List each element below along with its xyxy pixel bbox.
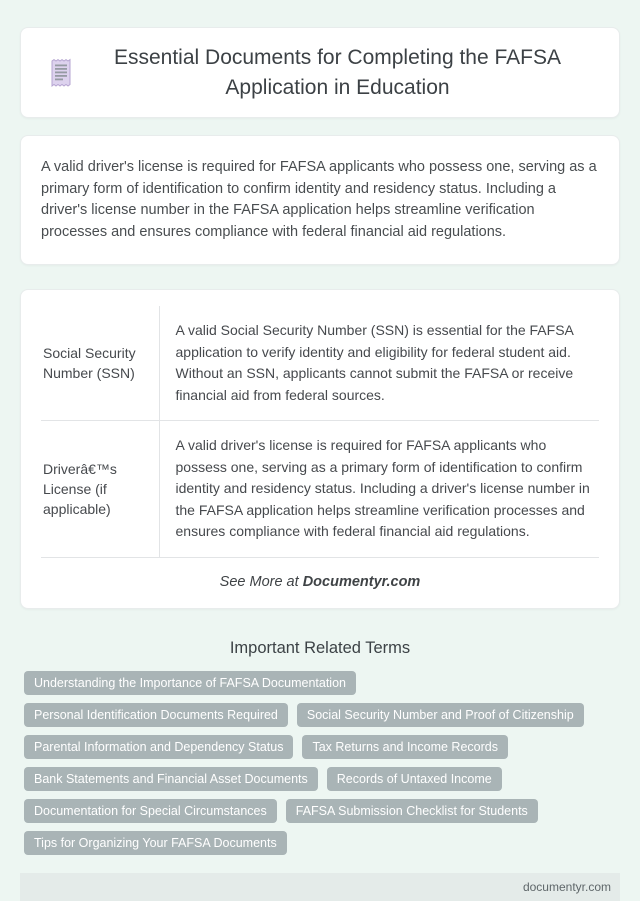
term-cell: Driverâ€™s License (if applicable)	[41, 421, 159, 558]
description-cell: A valid driver's license is required for FAFSA applicants who possess one, serving as a primary form of identification to confirm identity and residency status. Including a driver's license number in the FAFSA application helps streamline verification processes and ensures compliance with federal financial aid regulations.	[159, 421, 599, 558]
see-more-prefix: See More at	[219, 573, 299, 590]
see-more-line	[41, 574, 599, 590]
intro-paragraph: A valid driver's license is required for FAFSA applicants who possess one, serving as a primary form of identification to confirm identity and residency status. Including a driver's license number in the FAFSA application helps streamline verification processes and ensures compliance with federal financial aid regulations.	[41, 159, 597, 240]
footer-band	[20, 873, 620, 901]
related-term-tag[interactable]: Bank Statements and Financial Asset Documents	[24, 767, 318, 791]
related-term-tag[interactable]: Tips for Organizing Your FAFSA Documents	[24, 831, 287, 855]
table-row	[41, 306, 599, 421]
related-terms-heading: Important Related Terms	[229, 638, 411, 657]
receipt-icon	[48, 58, 74, 88]
related-term-tag[interactable]: FAFSA Submission Checklist for Students	[286, 799, 538, 823]
page	[0, 27, 640, 894]
related-term-tag[interactable]: Parental Information and Dependency Status	[24, 735, 293, 759]
description-cell: A valid Social Security Number (SSN) is essential for the FAFSA application to verify identity and eligibility for federal student aid. Without an SSN, applicants cannot submit the FAFSA or receive financial aid from federal sources.	[159, 306, 599, 421]
table-row	[41, 421, 599, 558]
related-term-tag[interactable]: Records of Untaxed Income	[327, 767, 502, 791]
related-term-tag[interactable]: Personal Identification Documents Required	[24, 703, 288, 727]
related-term-tag[interactable]: Understanding the Importance of FAFSA Documentation	[24, 671, 356, 695]
intro-card	[20, 135, 620, 265]
related-term-tag[interactable]: Tax Returns and Income Records	[302, 735, 508, 759]
documents-table-card	[20, 289, 620, 609]
related-terms-tags	[24, 671, 618, 855]
header-card	[20, 27, 620, 118]
related-term-tag[interactable]: Social Security Number and Proof of Citizenship	[297, 703, 584, 727]
see-more-site: Documentyr.com	[302, 573, 421, 590]
footer-site-label: documentyr.com	[522, 879, 611, 894]
documents-table	[41, 306, 599, 558]
related-term-tag[interactable]: Documentation for Special Circumstances	[24, 799, 277, 823]
term-cell: Social Security Number (SSN)	[41, 306, 159, 421]
page-title: Essential Documents for Completing the FAFSA Application in Education	[113, 45, 562, 99]
